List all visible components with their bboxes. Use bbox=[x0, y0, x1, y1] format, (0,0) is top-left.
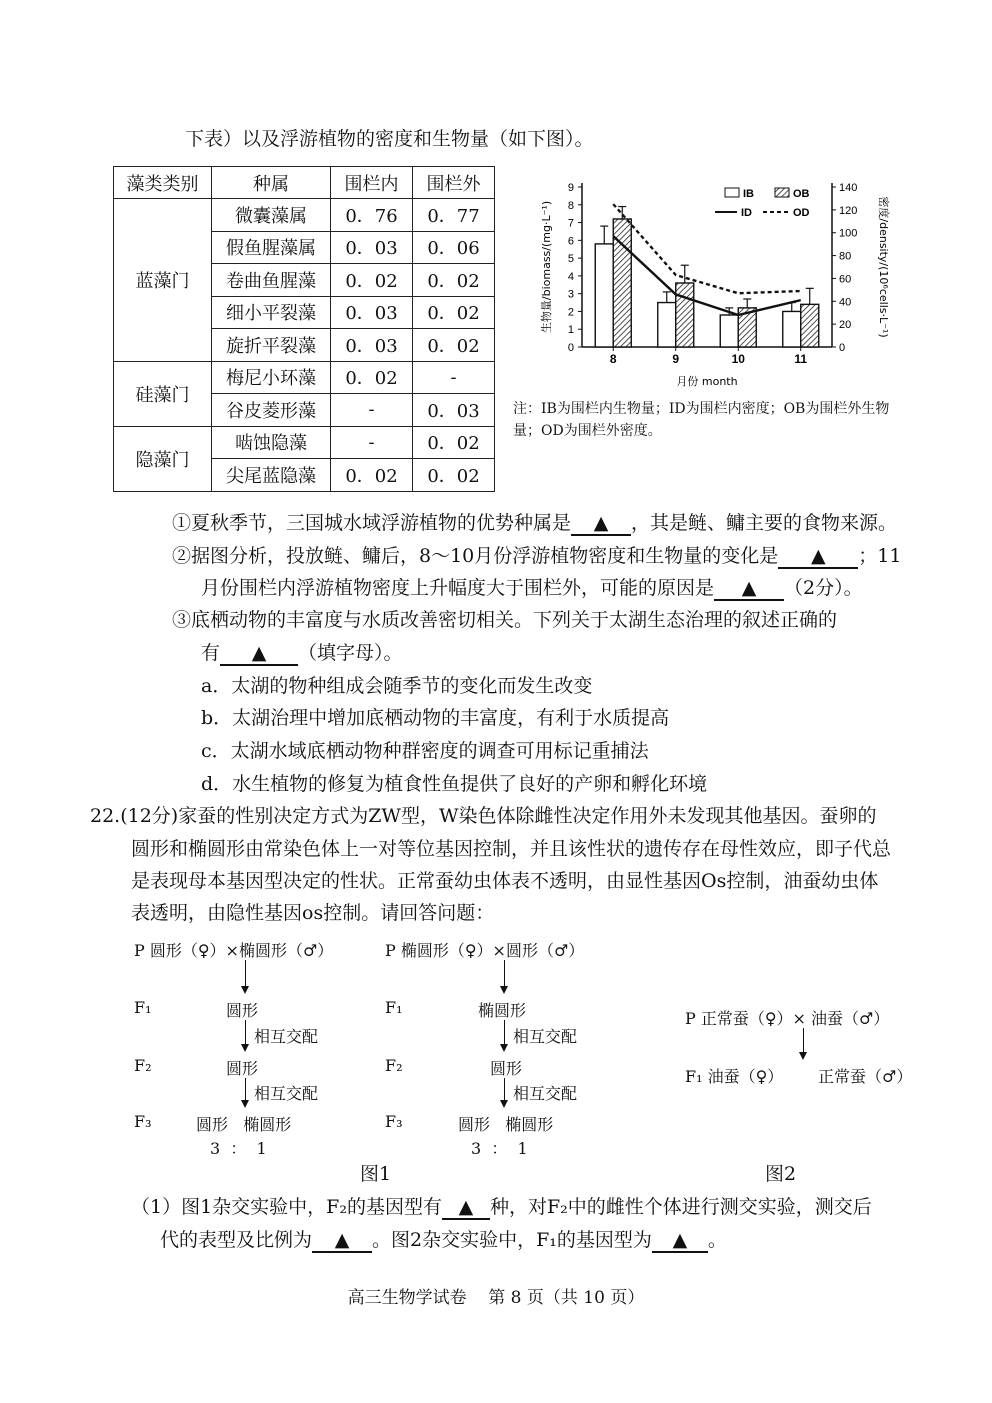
fig1-left-f1-label: F₁ bbox=[134, 998, 152, 1017]
table-cell: 谷皮菱形藻 bbox=[212, 394, 331, 427]
legend-swatch-IB bbox=[725, 188, 739, 197]
y-axis-title-right: 密度/density/(10⁶cells·L⁻¹) bbox=[877, 196, 890, 338]
legend-label: OB bbox=[793, 188, 810, 200]
y-tick-label: 0 bbox=[567, 342, 574, 354]
bar-IB bbox=[658, 303, 676, 347]
q21-item3-pre: 有 bbox=[201, 642, 221, 664]
q21-item2-line1 bbox=[172, 543, 901, 569]
table-header: 藻类类别 bbox=[114, 167, 212, 199]
answer-blank[interactable]: ▲ bbox=[571, 512, 631, 536]
table-cell: 0．03 bbox=[331, 296, 413, 329]
y-tick-label: 7 bbox=[567, 217, 574, 230]
table-cell: 0．03 bbox=[331, 329, 413, 362]
fig1-right-f1-value: 椭圆形 bbox=[478, 1001, 527, 1020]
biomass-density-chart bbox=[520, 175, 900, 390]
fig1-right-f2-value: 圆形 bbox=[490, 1059, 523, 1078]
q21-item1-post: ，其是鲢、鳙主要的食物来源。 bbox=[631, 512, 898, 534]
x-tick-label: 8 bbox=[609, 352, 617, 366]
table-cell: 0．03 bbox=[331, 231, 413, 264]
q22-text: 家蚕的性别决定方式为ZW型，W染色体除雌性决定作用外未发现其他基因。蚕卵的 bbox=[178, 805, 877, 827]
table-category: 硅藻门 bbox=[114, 361, 212, 426]
q21-item2-line2 bbox=[201, 575, 863, 601]
q22-sub1-pre: （1）图1杂交实验中，F₂的基因型有 bbox=[131, 1196, 442, 1218]
y-tick-label-right: 80 bbox=[839, 250, 852, 263]
table-cell: - bbox=[331, 394, 413, 427]
table-header: 围栏内 bbox=[331, 167, 413, 199]
y-tick-label-right: 20 bbox=[839, 319, 852, 332]
intro-line: 下表）以及浮游植物的密度和生物量（如下图）。 bbox=[185, 128, 594, 150]
bar-IB bbox=[720, 315, 738, 347]
line-ID bbox=[613, 236, 801, 315]
table-cell: 细小平裂藻 bbox=[212, 296, 331, 329]
legend-label: OD bbox=[793, 207, 810, 219]
down-arrow-icon bbox=[504, 1078, 505, 1106]
y-tick-label: 6 bbox=[567, 235, 574, 248]
option-c: c．太湖水域底栖动物种群密度的调查可用标记重捕法 bbox=[201, 740, 649, 762]
table-category: 隐藻门 bbox=[114, 426, 212, 491]
q22-score: (12分) bbox=[120, 805, 179, 827]
legend-label: IB bbox=[743, 188, 754, 200]
fig2-caption: 图2 bbox=[765, 1163, 797, 1185]
q22-number: 22. bbox=[90, 805, 121, 827]
table-cell: 0．02 bbox=[413, 459, 495, 492]
x-axis-title: 月份 month bbox=[676, 375, 738, 388]
fig1-left-f2-label: F₂ bbox=[134, 1056, 152, 1075]
q21-item2-pre: ②据图分析，投放鲢、鳙后，8～10月份浮游植物密度和生物量的变化是 bbox=[172, 545, 779, 567]
fig2-f1-left: F₁ 油蚕（♀） bbox=[685, 1067, 784, 1086]
legend-label: ID bbox=[741, 207, 752, 219]
option-a: a．太湖的物种组成会随季节的变化而发生改变 bbox=[201, 675, 593, 697]
y-tick-label-right: 140 bbox=[839, 182, 858, 194]
option-b: b．太湖治理中增加底栖动物的丰富度，有利于水质提高 bbox=[201, 707, 670, 729]
page-footer: 高三生物学试卷 第 8 页（共 10 页） bbox=[347, 1288, 645, 1308]
q22-line4: 表透明，由隐性基因os控制。请回答问题： bbox=[131, 902, 495, 924]
table-cell: 假鱼腥藻属 bbox=[212, 231, 331, 264]
fig1-right-f3-value: 圆形 椭圆形 bbox=[458, 1115, 554, 1134]
down-arrow-icon bbox=[245, 960, 246, 992]
answer-blank[interactable]: ▲ bbox=[778, 545, 858, 569]
q22-sub1-line2-post: 。 bbox=[707, 1229, 727, 1251]
fig1-left-cross2: 相互交配 bbox=[254, 1084, 319, 1103]
q21-item3-line2 bbox=[201, 640, 403, 666]
q21-item2-line2-post: （2分）。 bbox=[784, 577, 863, 599]
answer-blank[interactable]: ▲ bbox=[220, 642, 298, 666]
y-axis-title: 生物量/biomass/(mg·L⁻¹) bbox=[540, 200, 553, 334]
fig1-left-f1-value: 圆形 bbox=[226, 1001, 259, 1020]
fig1-caption: 图1 bbox=[360, 1163, 392, 1185]
fig1-right-f2-label: F₂ bbox=[385, 1056, 403, 1075]
table-cell: 0．02 bbox=[413, 329, 495, 362]
q21-item1 bbox=[172, 510, 897, 536]
table-cell: 梅尼小环藻 bbox=[212, 361, 331, 394]
fig1-left-cross1: 相互交配 bbox=[254, 1027, 319, 1046]
y-tick-label-right: 120 bbox=[839, 204, 858, 217]
chart-note: 注：IB为围栏内生物量；ID为围栏内密度；OB为围栏外生物量；OD为围栏外密度。 bbox=[513, 401, 890, 439]
table-cell: 0．77 bbox=[413, 199, 495, 232]
q22-sub1-mid: 种，对F₂中的雌性个体进行测交实验，测交后 bbox=[489, 1196, 872, 1218]
q22-line1 bbox=[90, 803, 877, 829]
x-tick-label: 10 bbox=[731, 352, 745, 366]
fig1-left-f3-label: F₃ bbox=[134, 1112, 152, 1131]
table-cell: 0．03 bbox=[413, 394, 495, 427]
fig1-right-f3-label: F₃ bbox=[385, 1112, 403, 1131]
fig1-right-parents: P 椭圆形（♀）×圆形（♂） bbox=[385, 941, 585, 960]
q22-line3: 是表现母本基因型决定的性状。正常蚕幼虫体表不透明，由显性基因Os控制，油蚕幼虫体 bbox=[131, 870, 879, 892]
q21-item2-line2-pre: 月份围栏内浮游植物密度上升幅度大于围栏外，可能的原因是 bbox=[201, 577, 715, 599]
option-d: d．水生植物的修复为植食性鱼提供了良好的产卵和孵化环境 bbox=[201, 773, 708, 795]
q21-item3-post: （填字母）。 bbox=[298, 642, 403, 664]
fig1-left-f2-value: 圆形 bbox=[226, 1059, 259, 1078]
table-header: 围栏外 bbox=[413, 167, 495, 199]
algae-table bbox=[113, 166, 495, 492]
fig2-parents: P 正常蚕（♀）× 油蚕（♂） bbox=[685, 1009, 890, 1028]
down-arrow-icon bbox=[504, 960, 505, 992]
table-cell: 微囊藻属 bbox=[212, 199, 331, 232]
down-arrow-icon bbox=[245, 1020, 246, 1050]
q21-item3-line1: ③底栖动物的丰富度与水质改善密切相关。下列关于太湖生态治理的叙述正确的 bbox=[172, 609, 838, 631]
fig1-left-f3-value: 圆形 椭圆形 bbox=[196, 1115, 292, 1134]
y-tick-label: 3 bbox=[567, 288, 574, 301]
table-cell: 0．76 bbox=[331, 199, 413, 232]
table-cell: - bbox=[331, 426, 413, 459]
bar-IB bbox=[783, 311, 801, 347]
table-cell: 0．02 bbox=[331, 459, 413, 492]
y-tick-label-right: 40 bbox=[839, 296, 852, 309]
table-cell: 啮蚀隐藻 bbox=[212, 426, 331, 459]
answer-blank[interactable]: ▲ bbox=[714, 577, 784, 601]
q22-line2: 圆形和椭圆形由常染色体上一对等位基因控制，并且该性状的遗传存在母性效应，即子代总 bbox=[131, 838, 892, 860]
y-tick-label: 9 bbox=[567, 182, 574, 194]
table-cell: 卷曲鱼腥藻 bbox=[212, 264, 331, 297]
table-cell: 尖尾蓝隐藻 bbox=[212, 459, 331, 492]
table-cell: 0．02 bbox=[413, 296, 495, 329]
q22-sub1-line2 bbox=[160, 1227, 727, 1253]
table-cell: 0．02 bbox=[413, 426, 495, 459]
bar-OB bbox=[801, 304, 819, 347]
fig1-right-cross1: 相互交配 bbox=[513, 1027, 578, 1046]
y-tick-label-right: 0 bbox=[839, 342, 846, 354]
bar-IB bbox=[595, 244, 613, 347]
y-tick-label: 2 bbox=[567, 306, 574, 319]
table-cell: 旋折平裂藻 bbox=[212, 329, 331, 362]
table-cell: - bbox=[413, 361, 495, 394]
q22-sub1-line2-pre: 代的表型及比例为 bbox=[160, 1229, 313, 1251]
fig1-right-ratio: 3 ： 1 bbox=[471, 1139, 528, 1158]
bar-OB bbox=[676, 283, 694, 347]
table-category: 蓝藻门 bbox=[114, 199, 212, 362]
table-cell: 0．02 bbox=[331, 361, 413, 394]
legend-swatch-OB bbox=[775, 188, 789, 197]
x-tick-label: 9 bbox=[672, 352, 680, 366]
table-cell: 0．02 bbox=[413, 264, 495, 297]
fig1-left-parents: P 圆形（♀）×椭圆形（♂） bbox=[134, 941, 334, 960]
answer-blank[interactable]: ▲ bbox=[312, 1229, 372, 1253]
fig1-left-ratio: 3 ： 1 bbox=[210, 1139, 267, 1158]
table-header: 种属 bbox=[212, 167, 331, 199]
down-arrow-icon bbox=[504, 1020, 505, 1050]
answer-blank[interactable]: ▲ bbox=[652, 1229, 708, 1253]
fig2-f1-right: 正常蚕（♂） bbox=[818, 1067, 913, 1086]
y-tick-label: 8 bbox=[567, 199, 574, 212]
table-cell: 0．06 bbox=[413, 231, 495, 264]
y-tick-label: 4 bbox=[567, 270, 574, 283]
y-tick-label: 1 bbox=[567, 324, 574, 337]
fig1-right-f1-label: F₁ bbox=[385, 998, 403, 1017]
x-tick-label: 11 bbox=[794, 352, 808, 366]
down-arrow-icon bbox=[245, 1078, 246, 1106]
answer-blank[interactable]: ▲ bbox=[442, 1196, 490, 1220]
y-tick-label: 5 bbox=[567, 253, 574, 266]
line-OD bbox=[613, 204, 801, 293]
fig1-right-cross2: 相互交配 bbox=[513, 1084, 578, 1103]
y-tick-label-right: 100 bbox=[839, 227, 858, 240]
q22-sub1-line1 bbox=[131, 1194, 872, 1220]
q21-item1-pre: ①夏秋季节，三国城水域浮游植物的优势种属是 bbox=[172, 512, 572, 534]
q21-item2-post: ；11 bbox=[858, 545, 902, 567]
q22-sub1-line2-mid: 。图2杂交实验中，F₁的基因型为 bbox=[372, 1229, 652, 1251]
table-cell: 0．02 bbox=[331, 264, 413, 297]
y-tick-label-right: 60 bbox=[839, 273, 852, 286]
down-arrow-icon bbox=[803, 1028, 804, 1058]
